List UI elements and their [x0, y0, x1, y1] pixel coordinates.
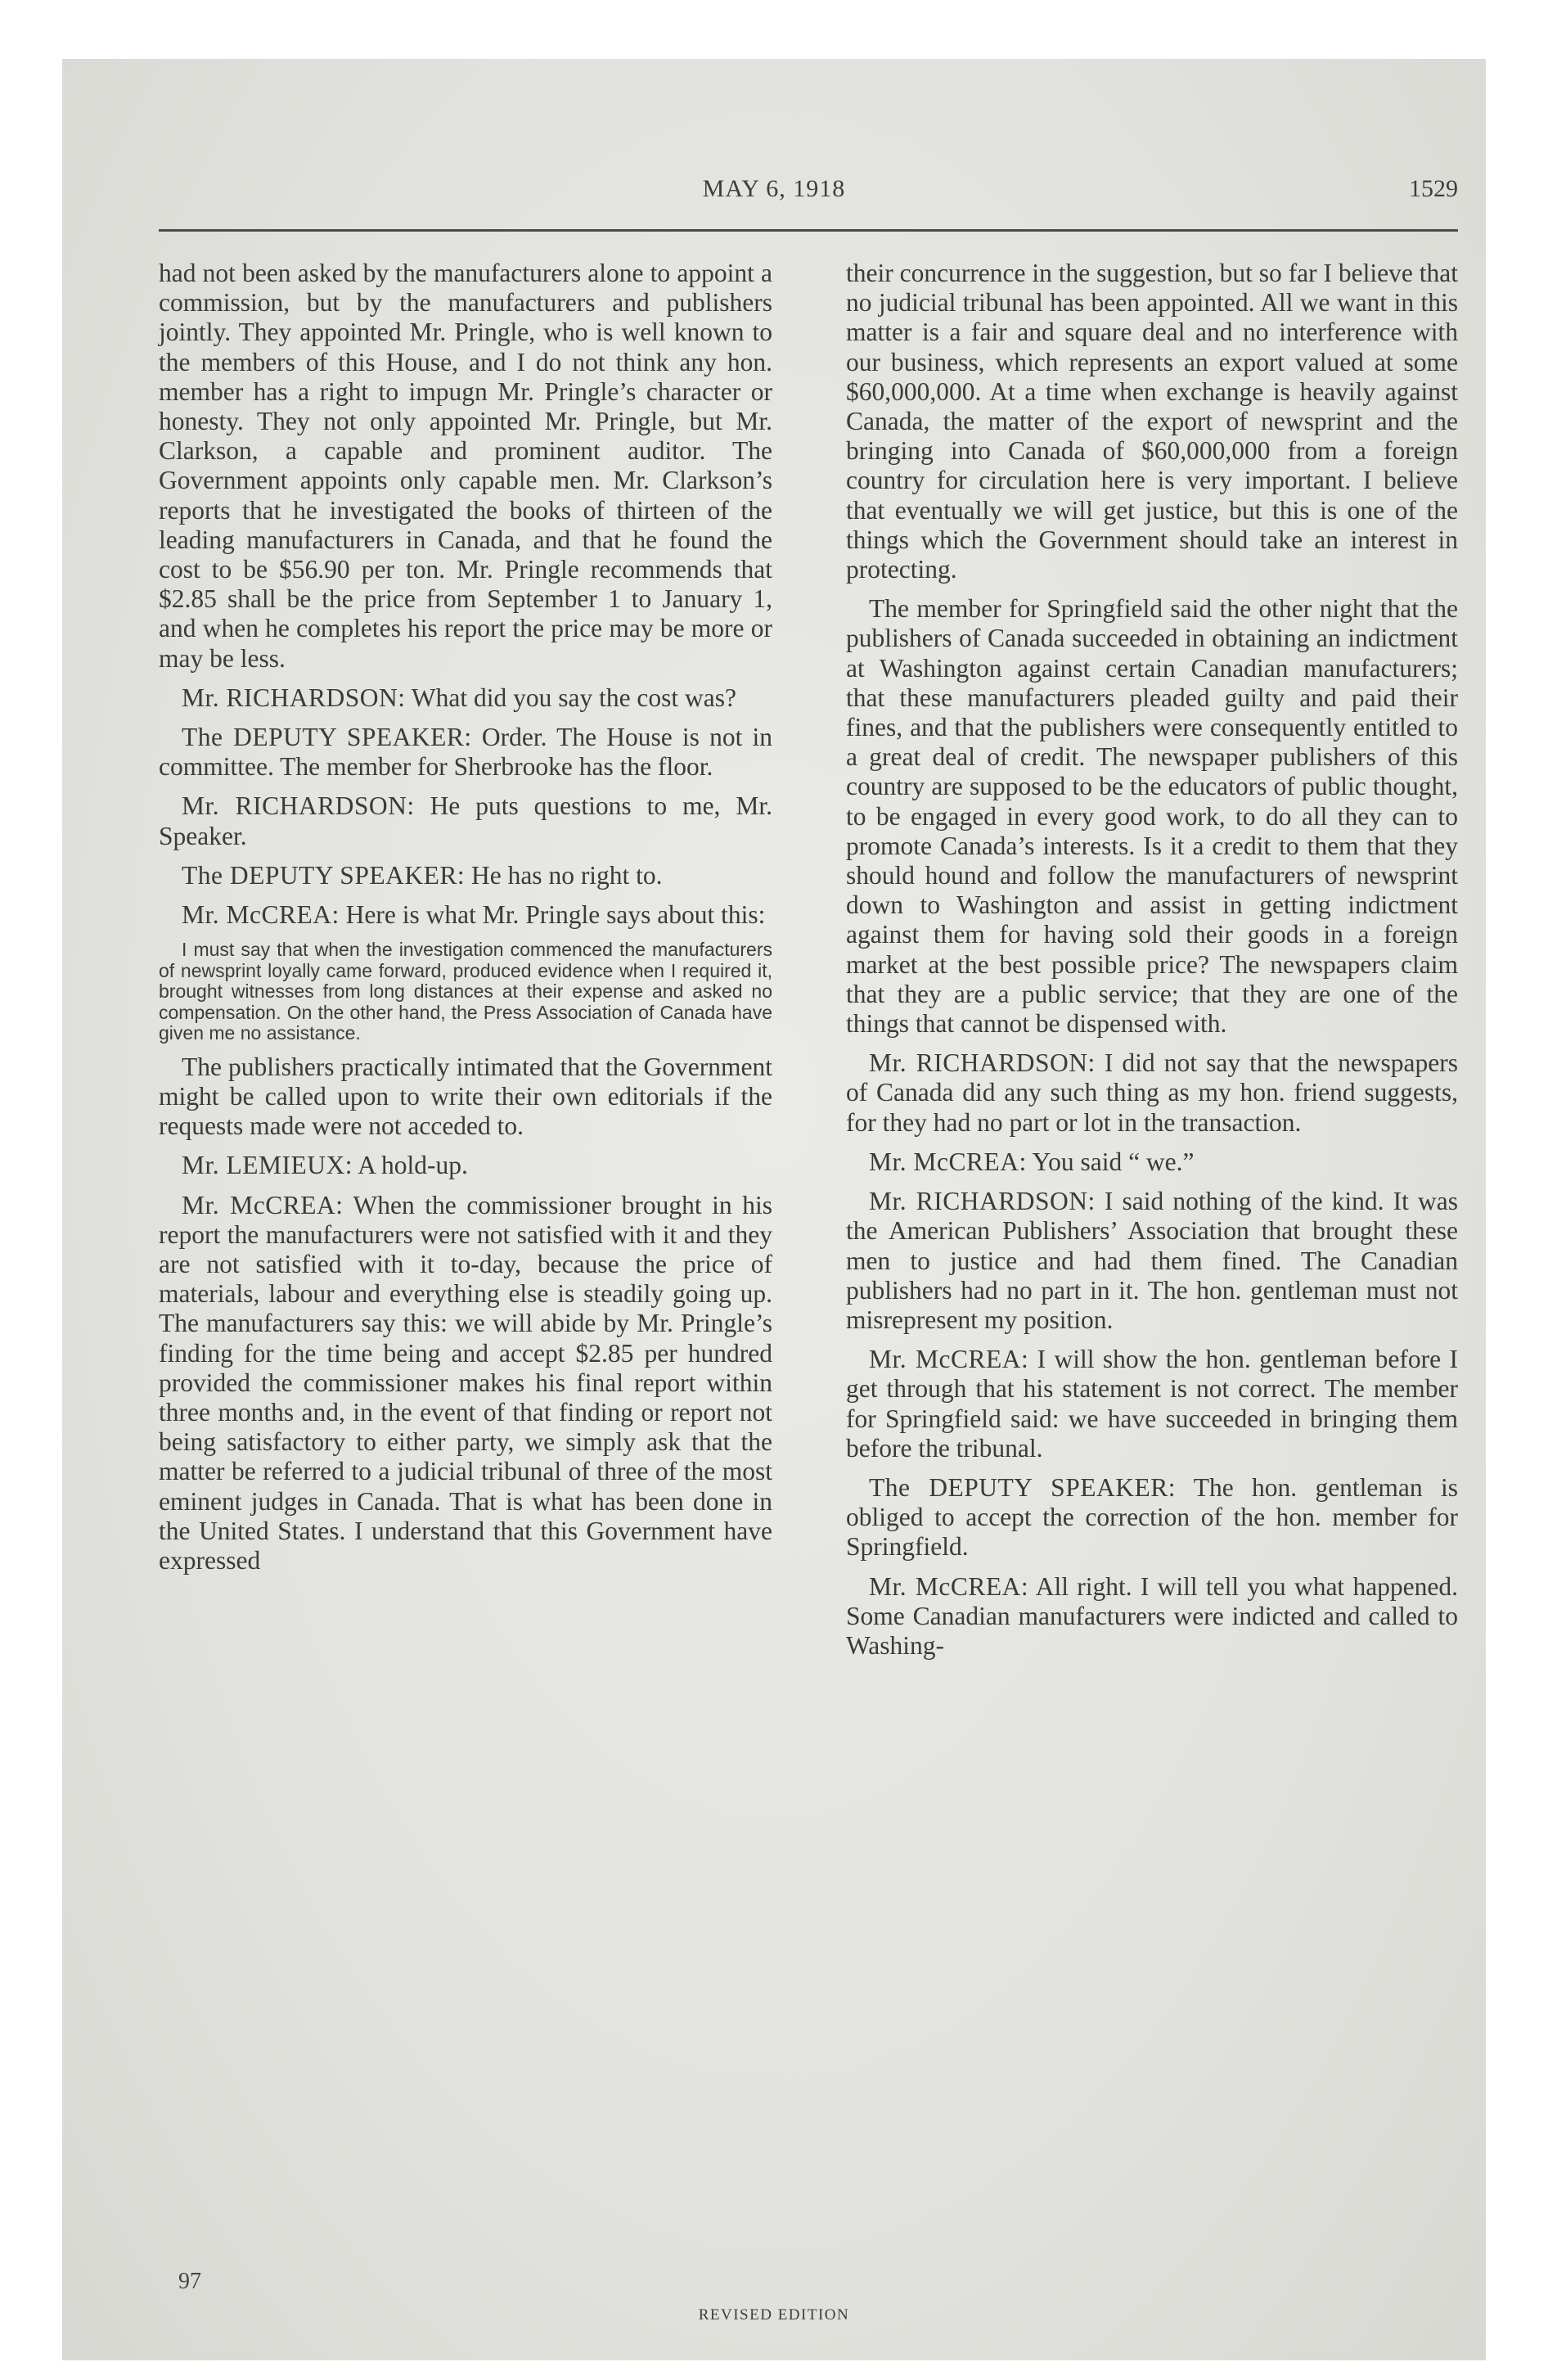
speaker-name: Mr. RICHARDSON: — [869, 1187, 1096, 1216]
right-paragraph-6 — [846, 1345, 1458, 1463]
left-paragraph-5 — [159, 861, 772, 890]
left-paragraph-3 — [159, 723, 772, 782]
speech-text: All right. I will tell you what happened. Some Canadian manufacturers were indicted and called to Washing- — [846, 1571, 1459, 1660]
speech-text: Order. The House is not in committee. The member for Sherbrooke has the floor. — [159, 723, 772, 782]
speech-text: He has no right to. — [470, 860, 663, 890]
speaker-name: Mr. RICHARDSON: — [869, 1048, 1096, 1078]
speaker-name: Mr. LEMIEUX: — [182, 1151, 353, 1180]
scanned-page — [62, 59, 1486, 2360]
speech-text: You said “ we.” — [1032, 1147, 1195, 1176]
header-rule — [159, 229, 1458, 232]
right-paragraph-8 — [846, 1572, 1458, 1661]
right-paragraph-7 — [846, 1473, 1458, 1562]
left-paragraph-7: The publishers practically intimated that the Government might be called upon to write their own editorials if the requests made were not acceded to. — [159, 1052, 772, 1141]
right-column — [846, 259, 1458, 1670]
speech-text: I did not say that the newspapers of Canada did any such thing as my hon. friend suggests, for they had no part or lot in the transaction. — [846, 1048, 1459, 1137]
speech-text: When the commissioner brought in his report the manufacturers were not satisfied with it and they are not satisfied with it to-day, because the price of materials, labour and everything else is steadily going up. The manufacturers say this: we will abide by Mr. Pringle’s finding for the time being and accept $2.85 per hundred provided the commissioner makes his final report within three months and, in the event of that finding or report not being satisfactory to either party, we simply ask that the matter be referred to a judicial tribunal of three of the most eminent judges in Canada. That is what has been done in the United States. I understand that this Government have expressed — [159, 1190, 773, 1575]
right-paragraph-2: The member for Springfield said the other night that the publishers of Canada succeeded in obtaining an indictment at Washington against certain Canadian manufacturers; that these manufacturers pleaded guilty and paid their fines, and that the publishers were consequently entitled to a great deal of credit. The newspaper publishers of this country are supposed to be the educators of public thought, to be engaged in every good work, to do all they can to promote Canada’s interests. Is it a credit to them that they should hound and follow the manufacturers of newsprint down to Washington and assist in getting indictment against them for having sold their goods in a foreign market at the best possible price? The newspapers claim that they are a public service; that they are one of the things that cannot be dispensed with. — [846, 594, 1458, 1039]
speech-text: Here is what Mr. Pringle says about this: — [345, 900, 766, 930]
left-paragraph-8 — [159, 1151, 772, 1180]
page-paper — [62, 59, 1486, 2360]
speaker-name: The DEPUTY SPEAKER: — [182, 860, 466, 890]
left-paragraph-4 — [159, 791, 772, 850]
speech-text: A hold-up. — [358, 1151, 468, 1180]
speech-text: I said nothing of the kind. It was the American Publishers’ Association that brought these men to justice and had them fined. The Canadian publishers had no part in it. The hon. gentleman must not misrepresent my position. — [846, 1187, 1458, 1334]
footer-edition: REVISED EDITION — [698, 2306, 850, 2324]
speaker-name: The DEPUTY SPEAKER: — [182, 723, 472, 752]
speech-text: The hon. gentleman is obliged to accept the correction of the hon. member for Springfield. — [846, 1472, 1458, 1562]
speech-text: He puts questions to me, Mr. Speaker. — [159, 791, 772, 850]
speaker-name: Mr. McCREA: — [182, 1190, 344, 1219]
header-page-number: 1529 — [1409, 175, 1458, 202]
speaker-name: Mr. McCREA: — [869, 1345, 1029, 1374]
right-paragraph-1: their concurrence in the suggestion, but so far I believe that no judicial tribunal has been appointed. All we want in this matter is a fair and square deal and no interference with our business, which represents an export valued at some $60,000,000. At a time when exchange is heavily against Canada, the matter of the export of newsprint and the bringing into Canada of $60,000,000 from a foreign country for circulation here is very important. I believe that eventually we will get justice, but this is one of the things which the Government should take an interest in protecting. — [846, 259, 1458, 584]
left-paragraph-6 — [159, 900, 772, 930]
speaker-name: Mr. McCREA: — [869, 1571, 1029, 1601]
right-paragraph-3 — [846, 1048, 1458, 1138]
signature-mark: 97 — [178, 2269, 201, 2294]
right-paragraph-5 — [846, 1187, 1458, 1335]
speaker-name: The DEPUTY SPEAKER: — [869, 1472, 1176, 1502]
speaker-name: Mr. McCREA: — [182, 900, 340, 930]
left-paragraph-2 — [159, 683, 772, 713]
speaker-name: Mr. RICHARDSON: — [182, 791, 415, 821]
left-paragraph-9 — [159, 1191, 772, 1576]
right-paragraph-4 — [846, 1147, 1458, 1177]
speaker-name: Mr. RICHARDSON: — [182, 683, 406, 712]
header-date: MAY 6, 1918 — [702, 175, 846, 202]
speech-text: I will show the hon. gentleman before I get through that his statement is not correct. The member for Springfield said: we have succeeded in bringing them before the tribunal. — [846, 1345, 1458, 1463]
left-paragraph-1: had not been asked by the manufacturers alone to appoint a commission, but by the manufacturers and publishers jointly. They appointed Mr. Pringle, who is well known to the members of this House, and I do not think any hon. member has a right to impugn Mr. Pringle’s character or honesty. They not only appointed Mr. Pringle, but Mr. Clarkson, a capable and prominent auditor. The Government appoints only capable men. Mr. Clarkson’s reports that he investigated the books of thirteen of the leading manufacturers in Canada, and that he found the cost to be $56.90 per ton. Mr. Pringle recommends that $2.85 shall be the price from September 1 to January 1, and when he completes his report the price may be more or may be less. — [159, 259, 772, 673]
speaker-name: Mr. McCREA: — [869, 1147, 1027, 1176]
speech-text: What did you say the cost was? — [411, 683, 737, 712]
pringle-quote: I must say that when the investigation commenced the manufacturers of newsprint loyally came forward, produced evidence when I required it, brought witnesses from long distances at their expense and asked no compensation. On the other hand, the Press Association of Canada have given me no assistance. — [159, 939, 772, 1044]
left-column — [159, 259, 772, 1585]
